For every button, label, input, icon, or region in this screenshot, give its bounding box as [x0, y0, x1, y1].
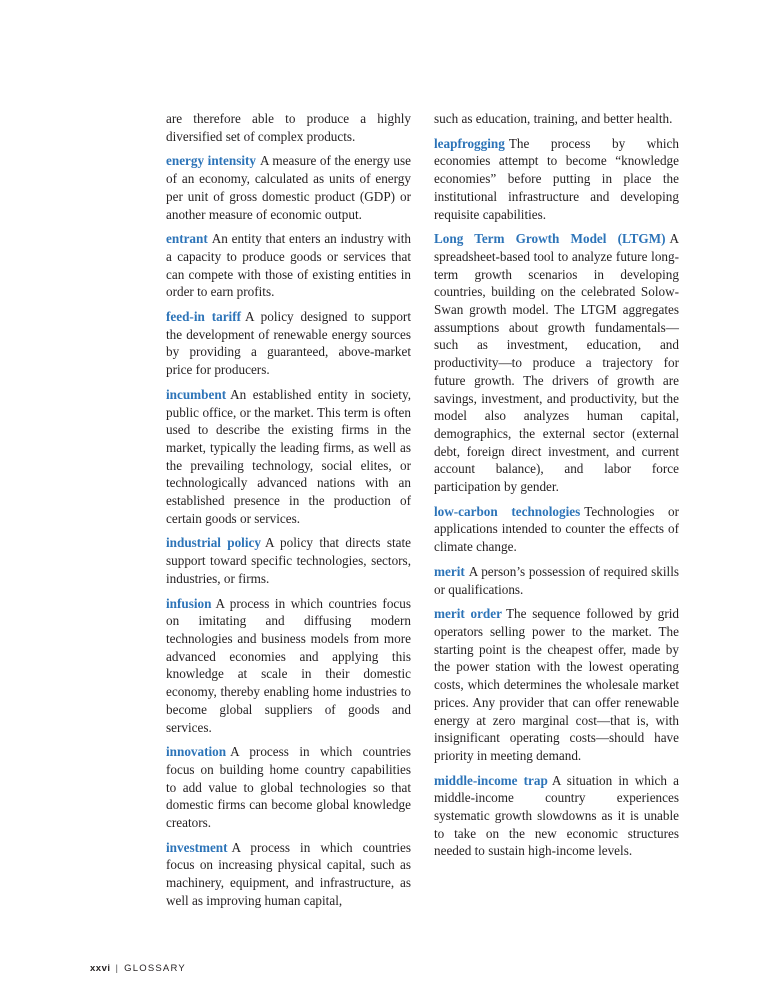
glossary-definition: A process in which countries focus on increasing physical capital, such as machinery, equipment, and infrastructure, as well as improving human capital, — [166, 839, 411, 908]
glossary-definition: An entity that enters an industry with a capacity to produce goods or services that can compete with those of existing entities in order to earn profits. — [166, 231, 411, 300]
glossary-entry-energy-intensity — [166, 152, 411, 223]
glossary-column-right — [434, 110, 679, 867]
glossary-term: industrial policy — [166, 535, 261, 551]
glossary-definition: A process in which countries focus on building home country capabilities to add value to global technologies so that domestic firms can become global knowledge creators. — [166, 744, 411, 831]
glossary-term: energy intensity — [166, 153, 257, 169]
glossary-entry-feed-in-tariff — [166, 308, 411, 379]
glossary-definition: A situation in which a middle-income country experiences systematic growth slowdowns as it is unable to take on the new economic structures needed to sustain high-income levels. — [434, 772, 680, 859]
continuation-text: are therefore able to produce a highly diversified set of complex products. — [166, 111, 411, 144]
glossary-entry-middle-income-trap — [434, 772, 679, 861]
glossary-term: entrant — [166, 231, 208, 247]
glossary-entry-entrant — [166, 230, 411, 301]
glossary-entry-industrial-policy — [166, 534, 411, 587]
glossary-entry-low-carbon-technologies — [434, 503, 679, 556]
glossary-entry-investment — [166, 839, 411, 910]
glossary-term: merit — [434, 563, 465, 579]
glossary-definition: The process by which economies attempt to become “knowledge economies” before putting in place the institutional infrastructure and developing requisite capabilities. — [434, 135, 679, 222]
glossary-entry-leapfrogging — [434, 135, 679, 224]
glossary-term: investment — [166, 839, 228, 855]
glossary-entry-ltgm — [434, 230, 679, 496]
glossary-term: innovation — [166, 744, 227, 760]
glossary-term: low-carbon technologies — [434, 503, 581, 519]
glossary-term: leapfrogging — [434, 135, 505, 151]
glossary-definition: An established entity in society, public office, or the market. This term is often used to describe the existing firms in the market, typically the leading firms, as well as the prevailing technology, social elites, or technologically advanced nations with an established presence in the production of certain goods or services. — [166, 386, 411, 526]
glossary-definition: A measure of the energy use of an economy, calculated as units of energy per unit of gross domestic product (GDP) or another measure of economic output. — [166, 153, 411, 222]
glossary-column-left — [166, 110, 411, 917]
glossary-entry-innovation — [166, 743, 411, 832]
glossary-entry-merit-order — [434, 605, 679, 764]
glossary-term: infusion — [166, 595, 212, 611]
glossary-definition: A policy that directs state support toward specific technologies, sectors, industries, or firms. — [166, 535, 411, 586]
footer-separator: | — [115, 963, 120, 974]
glossary-definition: A person’s possession of required skills or qualifications. — [434, 563, 679, 597]
glossary-definition: A process in which countries focus on imitating and diffusing modern technologies and business models from more advanced economies and applying this knowledge at scale in their domestic economy, thereby enabling home industries to become global suppliers of goods and services. — [166, 595, 411, 735]
section-name: GLOSSARY — [124, 963, 186, 974]
glossary-term: incumbent — [166, 386, 227, 402]
page-footer — [90, 963, 186, 974]
glossary-definition: Technologies or applications intended to counter the effects of climate change. — [434, 503, 679, 555]
glossary-definition: The sequence followed by grid operators selling power to the market. The starting point is the cheapest offer, made by the power station with the lowest operating costs, which determines the wholesale market prices. Any provider that can offer renewable energy at zero marginal cost—that is, with insignificant operating costs—should have priority in meeting demand. — [434, 606, 679, 763]
glossary-term: feed-in tariff — [166, 309, 241, 325]
glossary-definition: A policy designed to support the development of renewable energy sources by providing a guaranteed, above-market price for producers. — [166, 309, 411, 378]
glossary-term: Long Term Growth Model (LTGM) — [434, 231, 666, 247]
glossary-entry-incumbent — [166, 386, 411, 528]
glossary-entry-merit — [434, 563, 679, 598]
glossary-term: merit order — [434, 606, 502, 622]
glossary-definition: A spreadsheet-based tool to analyze future long-term growth scenarios in developing countries, building on the celebrated Solow-Swan growth model. The LTGM aggregates assumptions about growth fundamentals—such as investment, education, and productivity—to produce a trajectory for future growth. The drivers of growth are savings, investment, and productivity, but the model also analyzes human capital, demographics, the external sector (external debt, foreign direct investment, and current account balance), and labor force participation by gender. — [434, 231, 679, 495]
continuation-text: such as education, training, and better health. — [434, 111, 673, 126]
glossary-entry-infusion — [166, 595, 411, 737]
glossary-term: middle-income trap — [434, 772, 548, 788]
page-number: xxvi — [90, 963, 111, 974]
